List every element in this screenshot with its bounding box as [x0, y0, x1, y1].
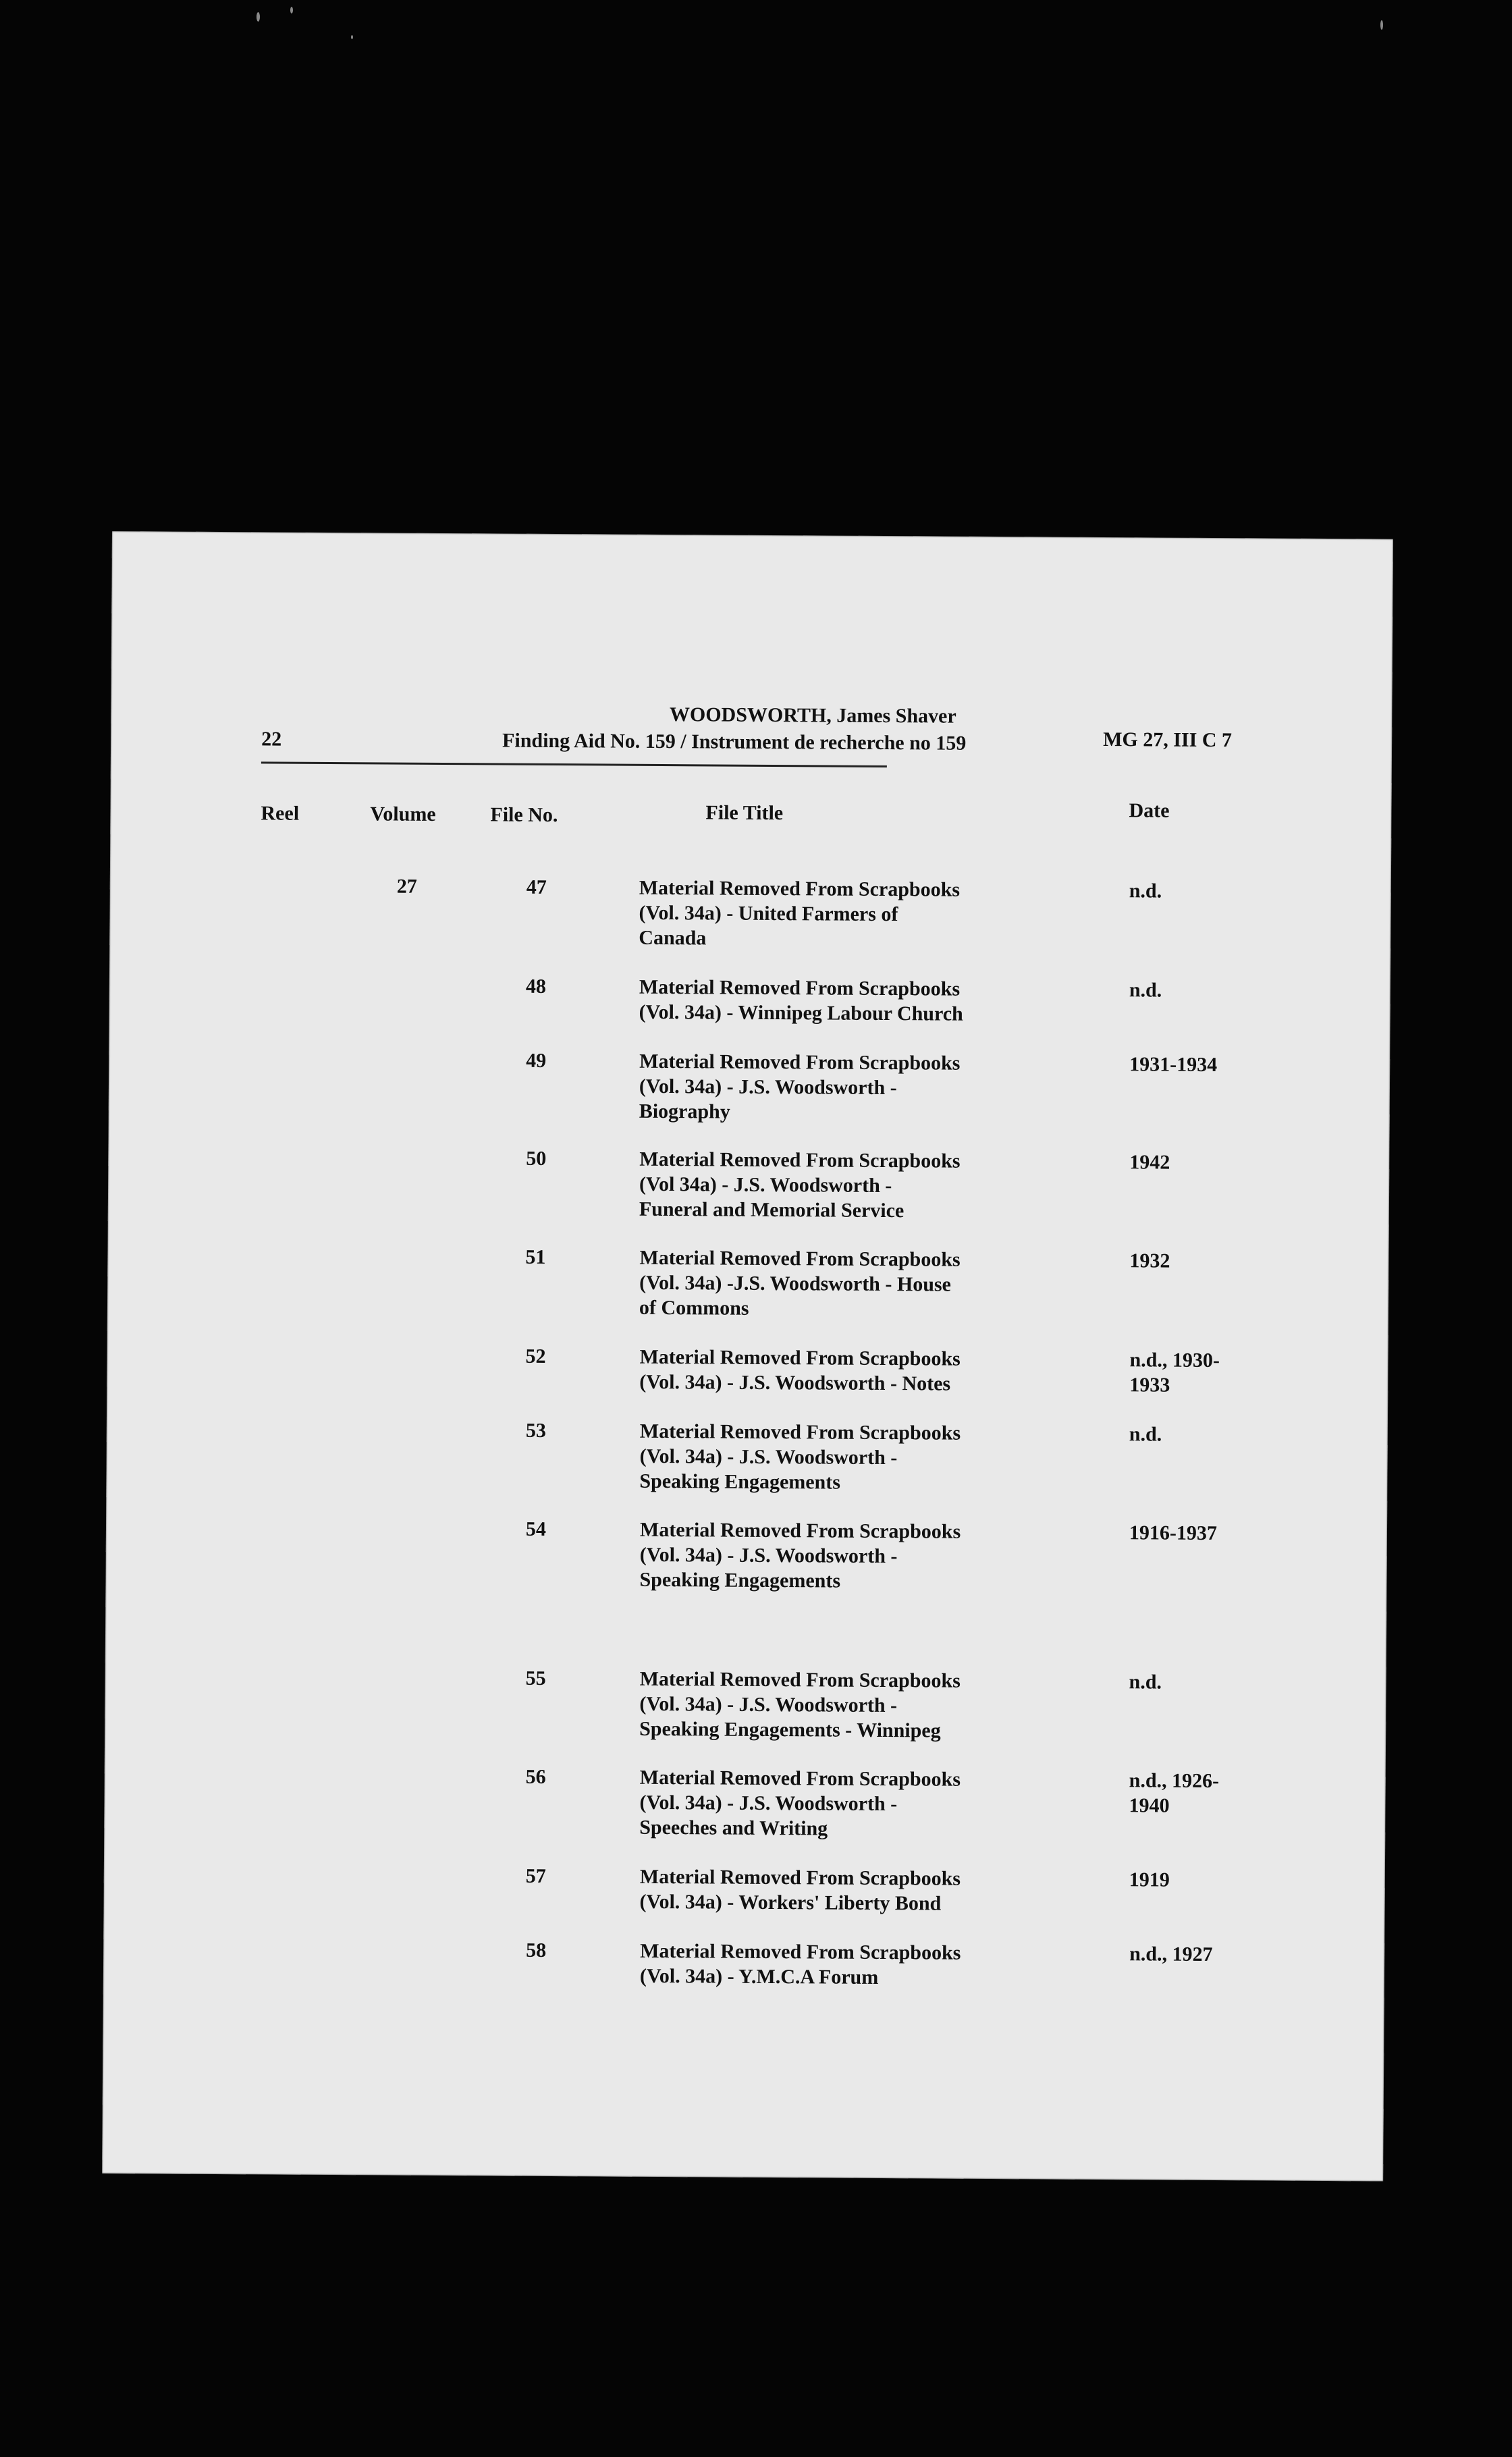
finding-aid-page [102, 531, 1393, 2182]
file-title: Material Removed From Scrapbooks (Vol. 34a) -J.S. Woodsworth - House of Commons [639, 1246, 961, 1320]
file-number: 56 [525, 1765, 546, 1788]
column-header-date: Date [1129, 799, 1170, 822]
archive-reference: MG 27, III C 7 [1103, 728, 1233, 752]
film-speck [290, 7, 293, 14]
column-header-file-no: File No. [490, 803, 558, 827]
file-number: 50 [526, 1147, 547, 1170]
finding-aid-subtitle: Finding Aid No. 159 / Instrument de recherche no 159 [502, 729, 967, 755]
file-date: n.d. [1129, 1423, 1162, 1446]
file-title: Material Removed From Scrapbooks (Vol. 34a) - J.S. Woodsworth - Biography [639, 1050, 961, 1123]
file-number: 49 [526, 1049, 547, 1072]
file-date: n.d., 1930- 1933 [1129, 1349, 1220, 1397]
file-date: n.d. [1129, 979, 1162, 1002]
file-title: Material Removed From Scrapbooks (Vol. 34a) - J.S. Woodsworth - Notes [639, 1345, 961, 1395]
file-title: Material Removed From Scrapbooks (Vol 34a) - J.S. Woodsworth - Funeral and Memorial Service [639, 1148, 961, 1222]
page-number: 22 [261, 728, 282, 751]
file-date: n.d., 1926- 1940 [1129, 1769, 1220, 1817]
file-number: 52 [525, 1345, 546, 1368]
file-title: Material Removed From Scrapbooks (Vol. 34a) - J.S. Woodsworth - Speaking Engagements [639, 1518, 961, 1592]
file-date: n.d. [1129, 880, 1162, 902]
file-date: 1942 [1129, 1151, 1170, 1174]
file-number: 47 [526, 875, 547, 898]
header-rule [261, 761, 887, 767]
file-title: Material Removed From Scrapbooks (Vol. 34a) - Workers' Liberty Bond [639, 1865, 961, 1915]
fonds-title: WOODSWORTH, James Shaver [669, 703, 956, 728]
column-header-file-title: File Title [705, 801, 784, 825]
file-date: 1916-1937 [1129, 1521, 1218, 1545]
file-date: n.d. [1129, 1671, 1162, 1694]
file-date: n.d., 1927 [1129, 1943, 1213, 1966]
file-number: 58 [526, 1939, 547, 1962]
file-date: 1919 [1129, 1868, 1170, 1891]
file-number: 53 [525, 1419, 546, 1442]
file-title: Material Removed From Scrapbooks (Vol. 34a) - United Farmers of Canada [639, 876, 961, 950]
file-number: 48 [525, 975, 546, 998]
file-title: Material Removed From Scrapbooks (Vol. 34a) - J.S. Woodsworth - Speaking Engagements - Winnipeg [639, 1667, 961, 1742]
volume-number: 27 [396, 875, 417, 898]
file-title: Material Removed From Scrapbooks (Vol. 34a) - J.S. Woodsworth - Speaking Engagements [639, 1420, 961, 1494]
file-number: 55 [525, 1667, 546, 1690]
film-speck [1380, 20, 1383, 30]
file-title: Material Removed From Scrapbooks (Vol. 34a) - Winnipeg Labour Church [639, 975, 963, 1025]
file-number: 54 [525, 1517, 547, 1540]
film-speck [351, 35, 353, 39]
file-date: 1931-1934 [1129, 1053, 1218, 1077]
file-number: 51 [525, 1245, 546, 1268]
film-speck [256, 12, 260, 22]
column-header-reel: Reel [261, 802, 300, 825]
file-number: 57 [525, 1864, 546, 1887]
file-title: Material Removed From Scrapbooks (Vol. 34a) - J.S. Woodsworth - Speeches and Writing [639, 1766, 961, 1840]
column-header-volume: Volume [370, 803, 436, 826]
file-title: Material Removed From Scrapbooks (Vol. 34a) - Y.M.C.A Forum [639, 1939, 961, 1989]
file-date: 1932 [1129, 1249, 1170, 1272]
